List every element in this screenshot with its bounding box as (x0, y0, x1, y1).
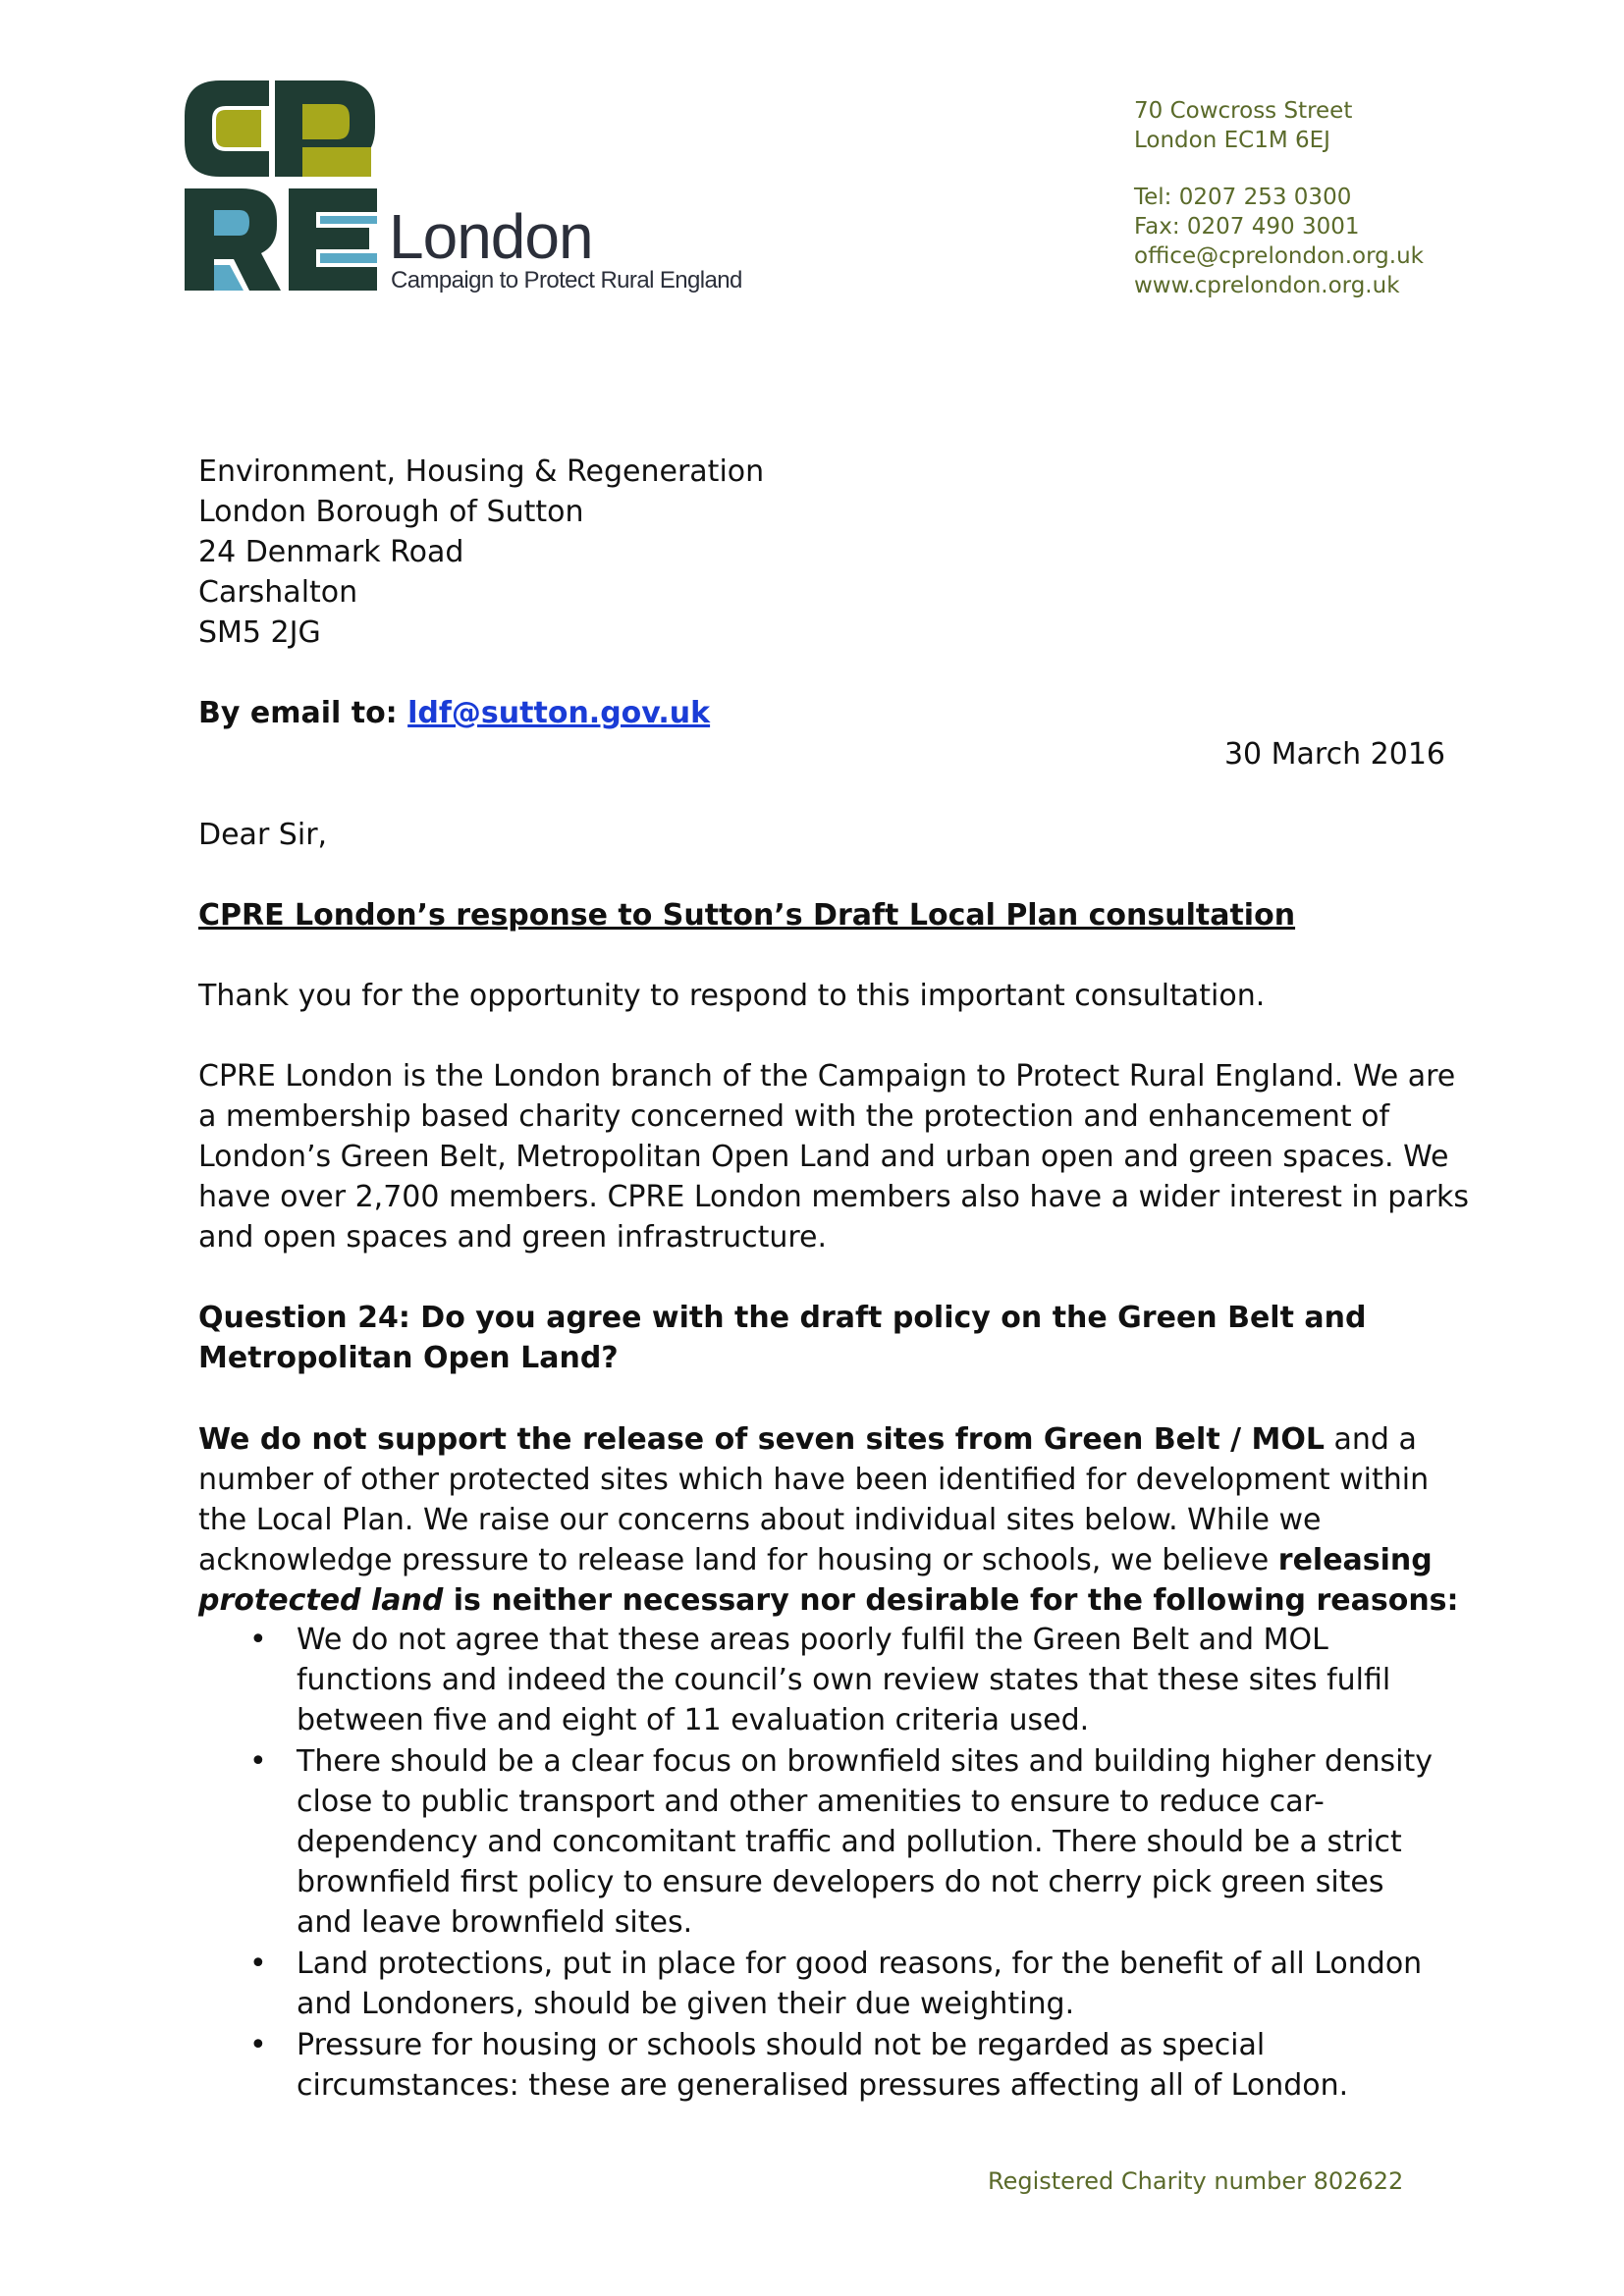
reasons-list (198, 1620, 1435, 2107)
email-link[interactable]: ldf@sutton.gov.uk (407, 696, 711, 730)
paragraph-position (198, 1419, 1475, 1621)
list-item-text: Land protections, put in place for good reasons, for the benefit of all London and Londoners, should be given their due weighting. (297, 1947, 1423, 2021)
email-line (198, 693, 1475, 733)
charity-number: Registered Charity number 802622 (988, 2167, 1404, 2195)
letter-subject: CPRE London’s response to Sutton’s Draft Local Plan consultation (198, 898, 1296, 933)
list-item (198, 1944, 1435, 2024)
position-emphasis-b: is neither necessary nor desirable for the following reasons: (443, 1583, 1459, 1618)
recipient-line: 24 Denmark Road (198, 535, 464, 569)
email-label: By email to: (198, 696, 408, 730)
letter-date: 30 March 2016 (1223, 737, 1445, 772)
cpre-logo-mark (183, 79, 379, 294)
contact-street: 70 Cowcross Street (1134, 98, 1353, 124)
list-item-text: There should be a clear focus on brownfield sites and building higher density close to public transport and other amenities to ensure to reduce car-dependency and concomitant traffic and pollution. There should be a strict brownfield first policy to ensure developers do not cherry pick green sites and leave brownfield sites. (297, 1744, 1434, 1940)
list-item-text: We do not agree that these areas poorly fulfil the Green Belt and MOL functions and indeed the council’s own review states that these sites fulfil between five and eight of 11 evaluation criteria used. (297, 1623, 1391, 1737)
contact-block (1134, 96, 1424, 300)
position-lead: We do not support the release of seven sites from Green Belt / MOL (198, 1422, 1325, 1457)
recipient-line: Carshalton (198, 575, 358, 610)
contact-website[interactable]: www.cprelondon.org.uk (1134, 273, 1400, 298)
contact-city: London EC1M 6EJ (1134, 128, 1330, 153)
logo-city: London (389, 201, 593, 272)
recipient-address (198, 452, 1475, 653)
bullet-icon: • (249, 1947, 267, 1981)
cpre-logo (183, 79, 742, 304)
recipient-line: London Borough of Sutton (198, 495, 584, 529)
recipient-line: Environment, Housing & Regeneration (198, 454, 765, 489)
question-heading: Question 24: Do you agree with the draft policy on the Green Belt and Metropolitan Open Land? (198, 1301, 1367, 1375)
position-body: and a number of other protected sites which have been identified for development within the Local Plan. We raise our concerns about individual sites below. While we acknowledge pressure to release land for housing or schools, we believe (198, 1422, 1430, 1577)
list-item (198, 1620, 1435, 1740)
logo-tagline: Campaign to Protect Rural England (391, 267, 742, 294)
bullet-icon: • (249, 1744, 267, 1779)
paragraph-about: CPRE London is the London branch of the Campaign to Protect Rural England. We are a membership based charity concerned with the protection and enhancement of London’s Green Belt, Metropolitan Open Land and urban open and green spaces. We have over 2,700 members. CPRE London members also have a wider interest in parks and open spaces and green infrastructure. (198, 1059, 1470, 1255)
salutation: Dear Sir, (198, 818, 328, 852)
contact-fax: Fax: 0207 490 3001 (1134, 214, 1360, 240)
contact-email[interactable]: office@cprelondon.org.uk (1134, 243, 1424, 269)
bullet-icon: • (249, 2028, 267, 2062)
list-item (198, 1741, 1435, 1943)
contact-tel: Tel: 0207 253 0300 (1134, 185, 1352, 210)
paragraph-thanks: Thank you for the opportunity to respond to this important consultation. (198, 979, 1266, 1013)
list-item (198, 2025, 1435, 2106)
bullet-icon: • (249, 1623, 267, 1657)
position-emphasis-a: releasing (1277, 1543, 1433, 1577)
list-item-text: Pressure for housing or schools should not be regarded as special circumstances: these are generalised pressures affecting all of London. (297, 2028, 1349, 2103)
position-emphasis-italic: protected land (198, 1583, 444, 1618)
recipient-line: SM5 2JG (198, 615, 321, 650)
